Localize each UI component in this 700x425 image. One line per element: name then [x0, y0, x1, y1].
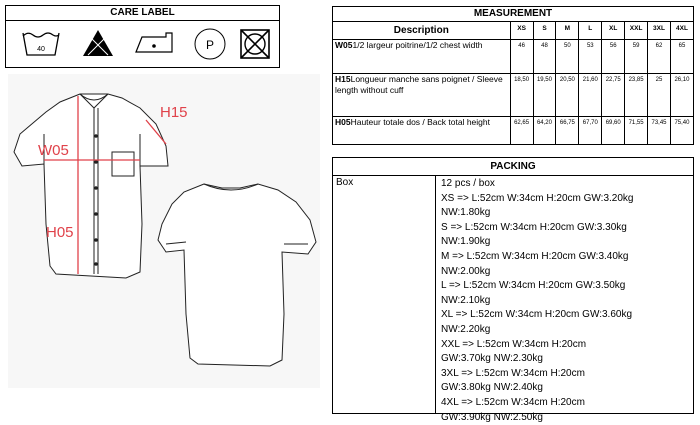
packing-title: PACKING [333, 158, 693, 176]
table-row [333, 117, 694, 145]
table-cell: 56 [602, 40, 625, 74]
size-header: 3XL [648, 22, 671, 40]
table-cell: 19,50 [533, 74, 556, 117]
row-text: Hauteur totale dos / Back total height [351, 117, 490, 127]
row-description [333, 117, 511, 145]
table-cell: 53 [579, 40, 602, 74]
table-cell: 50 [556, 40, 579, 74]
table-cell: 48 [533, 40, 556, 74]
table-cell: 25 [648, 74, 671, 117]
table-cell: 64,20 [533, 117, 556, 145]
bleach-icon [80, 27, 116, 59]
size-header: XXL [625, 22, 648, 40]
measurement-panel [332, 6, 694, 145]
table-cell: 20,50 [556, 74, 579, 117]
row-description [333, 74, 511, 117]
measurement-table [332, 6, 694, 145]
packing-line: 3XL => L:52cm W:34cm H:20cm [441, 367, 634, 382]
table-row [333, 40, 694, 74]
packing-line: NW:2.00kg [441, 265, 634, 280]
packing-line: NW:2.20kg [441, 323, 634, 338]
row-code: H05 [335, 117, 351, 127]
size-header: L [579, 22, 602, 40]
packing-line: XS => L:52cm W:34cm H:20cm GW:3.20kg [441, 192, 634, 207]
shirt-illustration [8, 74, 320, 388]
table-cell: 66,75 [556, 117, 579, 145]
table-cell: 21,60 [579, 74, 602, 117]
table-cell: 71,55 [625, 117, 648, 145]
packing-line: NW:2.10kg [441, 294, 634, 309]
packing-line: XL => L:52cm W:34cm H:20cm GW:3.60kg [441, 308, 634, 323]
table-cell: 73,45 [648, 117, 671, 145]
size-header: XL [602, 22, 625, 40]
table-cell: 59 [625, 40, 648, 74]
w05-label: W05 [38, 142, 69, 159]
back-shirt [158, 184, 316, 366]
dry-clean-letter: P [206, 38, 214, 52]
table-cell: 23,85 [625, 74, 648, 117]
packing-panel [332, 157, 694, 414]
table-cell: 69,60 [602, 117, 625, 145]
size-header: S [533, 22, 556, 40]
table-cell: 18,50 [510, 74, 533, 117]
care-label-panel [5, 5, 280, 68]
table-cell: 62 [648, 40, 671, 74]
table-row [333, 74, 694, 117]
packing-label: Box [336, 177, 353, 188]
dry-clean-p-icon [192, 27, 228, 63]
packing-line: XXL => L:52cm W:34cm H:20cm [441, 338, 634, 353]
front-shirt [14, 94, 168, 278]
packing-line: GW:3.70kg NW:2.30kg [441, 352, 634, 367]
size-header: M [556, 22, 579, 40]
iron-1-dot-icon [132, 27, 178, 59]
row-description [333, 40, 511, 74]
table-cell: 65 [670, 40, 693, 74]
h05-label: H05 [46, 224, 74, 241]
table-cell: 26,10 [670, 74, 693, 117]
table-cell: 75,40 [670, 117, 693, 145]
wash-temp-label: 40 [37, 46, 45, 53]
packing-line: 12 pcs / box [441, 177, 634, 192]
row-code: H15 [335, 74, 351, 84]
packing-details [441, 177, 634, 425]
size-header: 4XL [670, 22, 693, 40]
measurement-title: MEASUREMENT [333, 7, 694, 22]
size-header: XS [510, 22, 533, 40]
packing-line: GW:3.90kg NW:2.50kg [441, 411, 634, 425]
packing-line: M => L:52cm W:34cm H:20cm GW:3.40kg [441, 250, 634, 265]
table-cell: 62,65 [510, 117, 533, 145]
packing-line: GW:3.80kg NW:2.40kg [441, 381, 634, 396]
row-code: W05 [335, 40, 352, 50]
row-text: 1/2 largeur poitrine/1/2 chest width [352, 40, 482, 50]
packing-line: NW:1.80kg [441, 206, 634, 221]
table-cell: 46 [510, 40, 533, 74]
packing-line: NW:1.90kg [441, 235, 634, 250]
packing-line: S => L:52cm W:34cm H:20cm GW:3.30kg [441, 221, 634, 236]
table-cell: 22,75 [602, 74, 625, 117]
packing-line: 4XL => L:52cm W:34cm H:20cm [441, 396, 634, 411]
table-cell: 67,70 [579, 117, 602, 145]
wash-40-icon [20, 27, 62, 59]
care-label-title: CARE LABEL [6, 6, 279, 21]
h15-label: H15 [160, 104, 188, 121]
description-header: Description [333, 22, 511, 40]
packing-line: L => L:52cm W:34cm H:20cm GW:3.50kg [441, 279, 634, 294]
row-text: Longueur manche sans poignet / Sleeve length without cuff [335, 74, 503, 95]
no-tumble-dry-icon [238, 27, 272, 61]
